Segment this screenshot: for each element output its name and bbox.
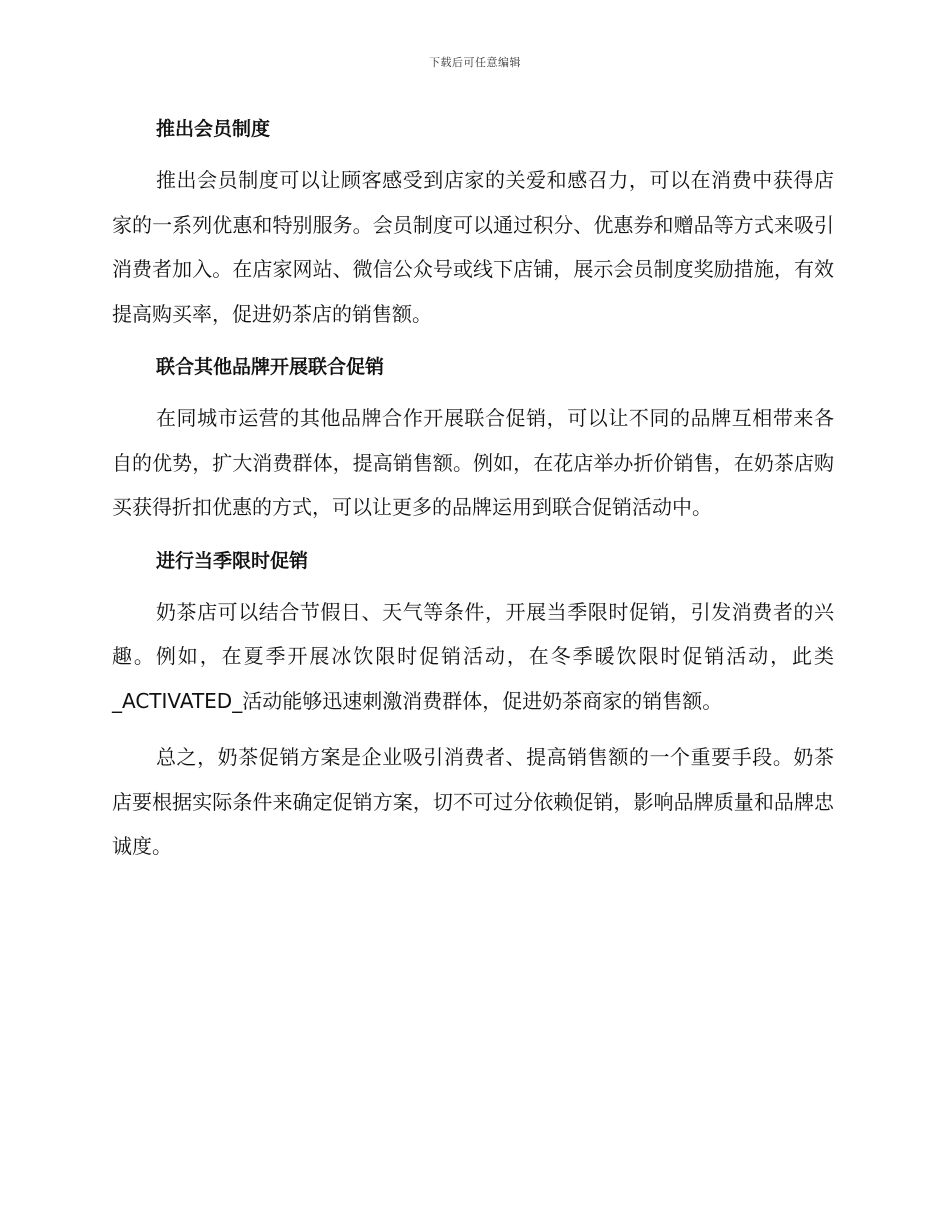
section-paragraph: 推出会员制度可以让顾客感受到店家的关爱和感召力，可以在消费中获得店家的一系列优惠和特别服务。会员制度可以通过积分、优惠券和赠品等方式来吸引消费者加入。在店家网站、微信公众号或线下店铺，展示会员制度奖励措施，有效提高购买率，促进奶茶店的销售额。	[112, 168, 834, 326]
section-heading: 推出会员制度	[156, 118, 271, 140]
document-body	[112, 110, 834, 881]
section-membership	[112, 110, 834, 336]
section-heading: 联合其他品牌开展联合促销	[156, 356, 385, 378]
conclusion-paragraph: 总之，奶茶促销方案是企业吸引消费者、提高销售额的一个重要手段。奶茶店要根据实际条件来确定促销方案，切不可过分依赖促销，影响品牌质量和品牌忠诚度。	[112, 745, 834, 858]
section-paragraph: 奶茶店可以结合节假日、天气等条件，开展当季限时促销，引发消费者的兴趣。例如，在夏季开展冰饮限时促销活动，在冬季暖饮限时促销活动，此类_ACTIVATED_活动能够迅速刺激消费群体，促进奶茶商家的销售额。	[112, 599, 834, 713]
page-header: 下载后可任意编辑	[429, 56, 521, 69]
section-joint-promotion	[112, 348, 834, 530]
section-seasonal-promotion	[112, 542, 834, 724]
section-heading: 进行当季限时促销	[156, 549, 309, 572]
section-paragraph: 在同城市运营的其他品牌合作开展联合促销，可以让不同的品牌互相带来各自的优势，扩大消费群体，提高销售额。例如，在花店举办折价销售，在奶茶店购买获得折扣优惠的方式，可以让更多的品牌运用到联合促销活动中。	[112, 406, 834, 519]
